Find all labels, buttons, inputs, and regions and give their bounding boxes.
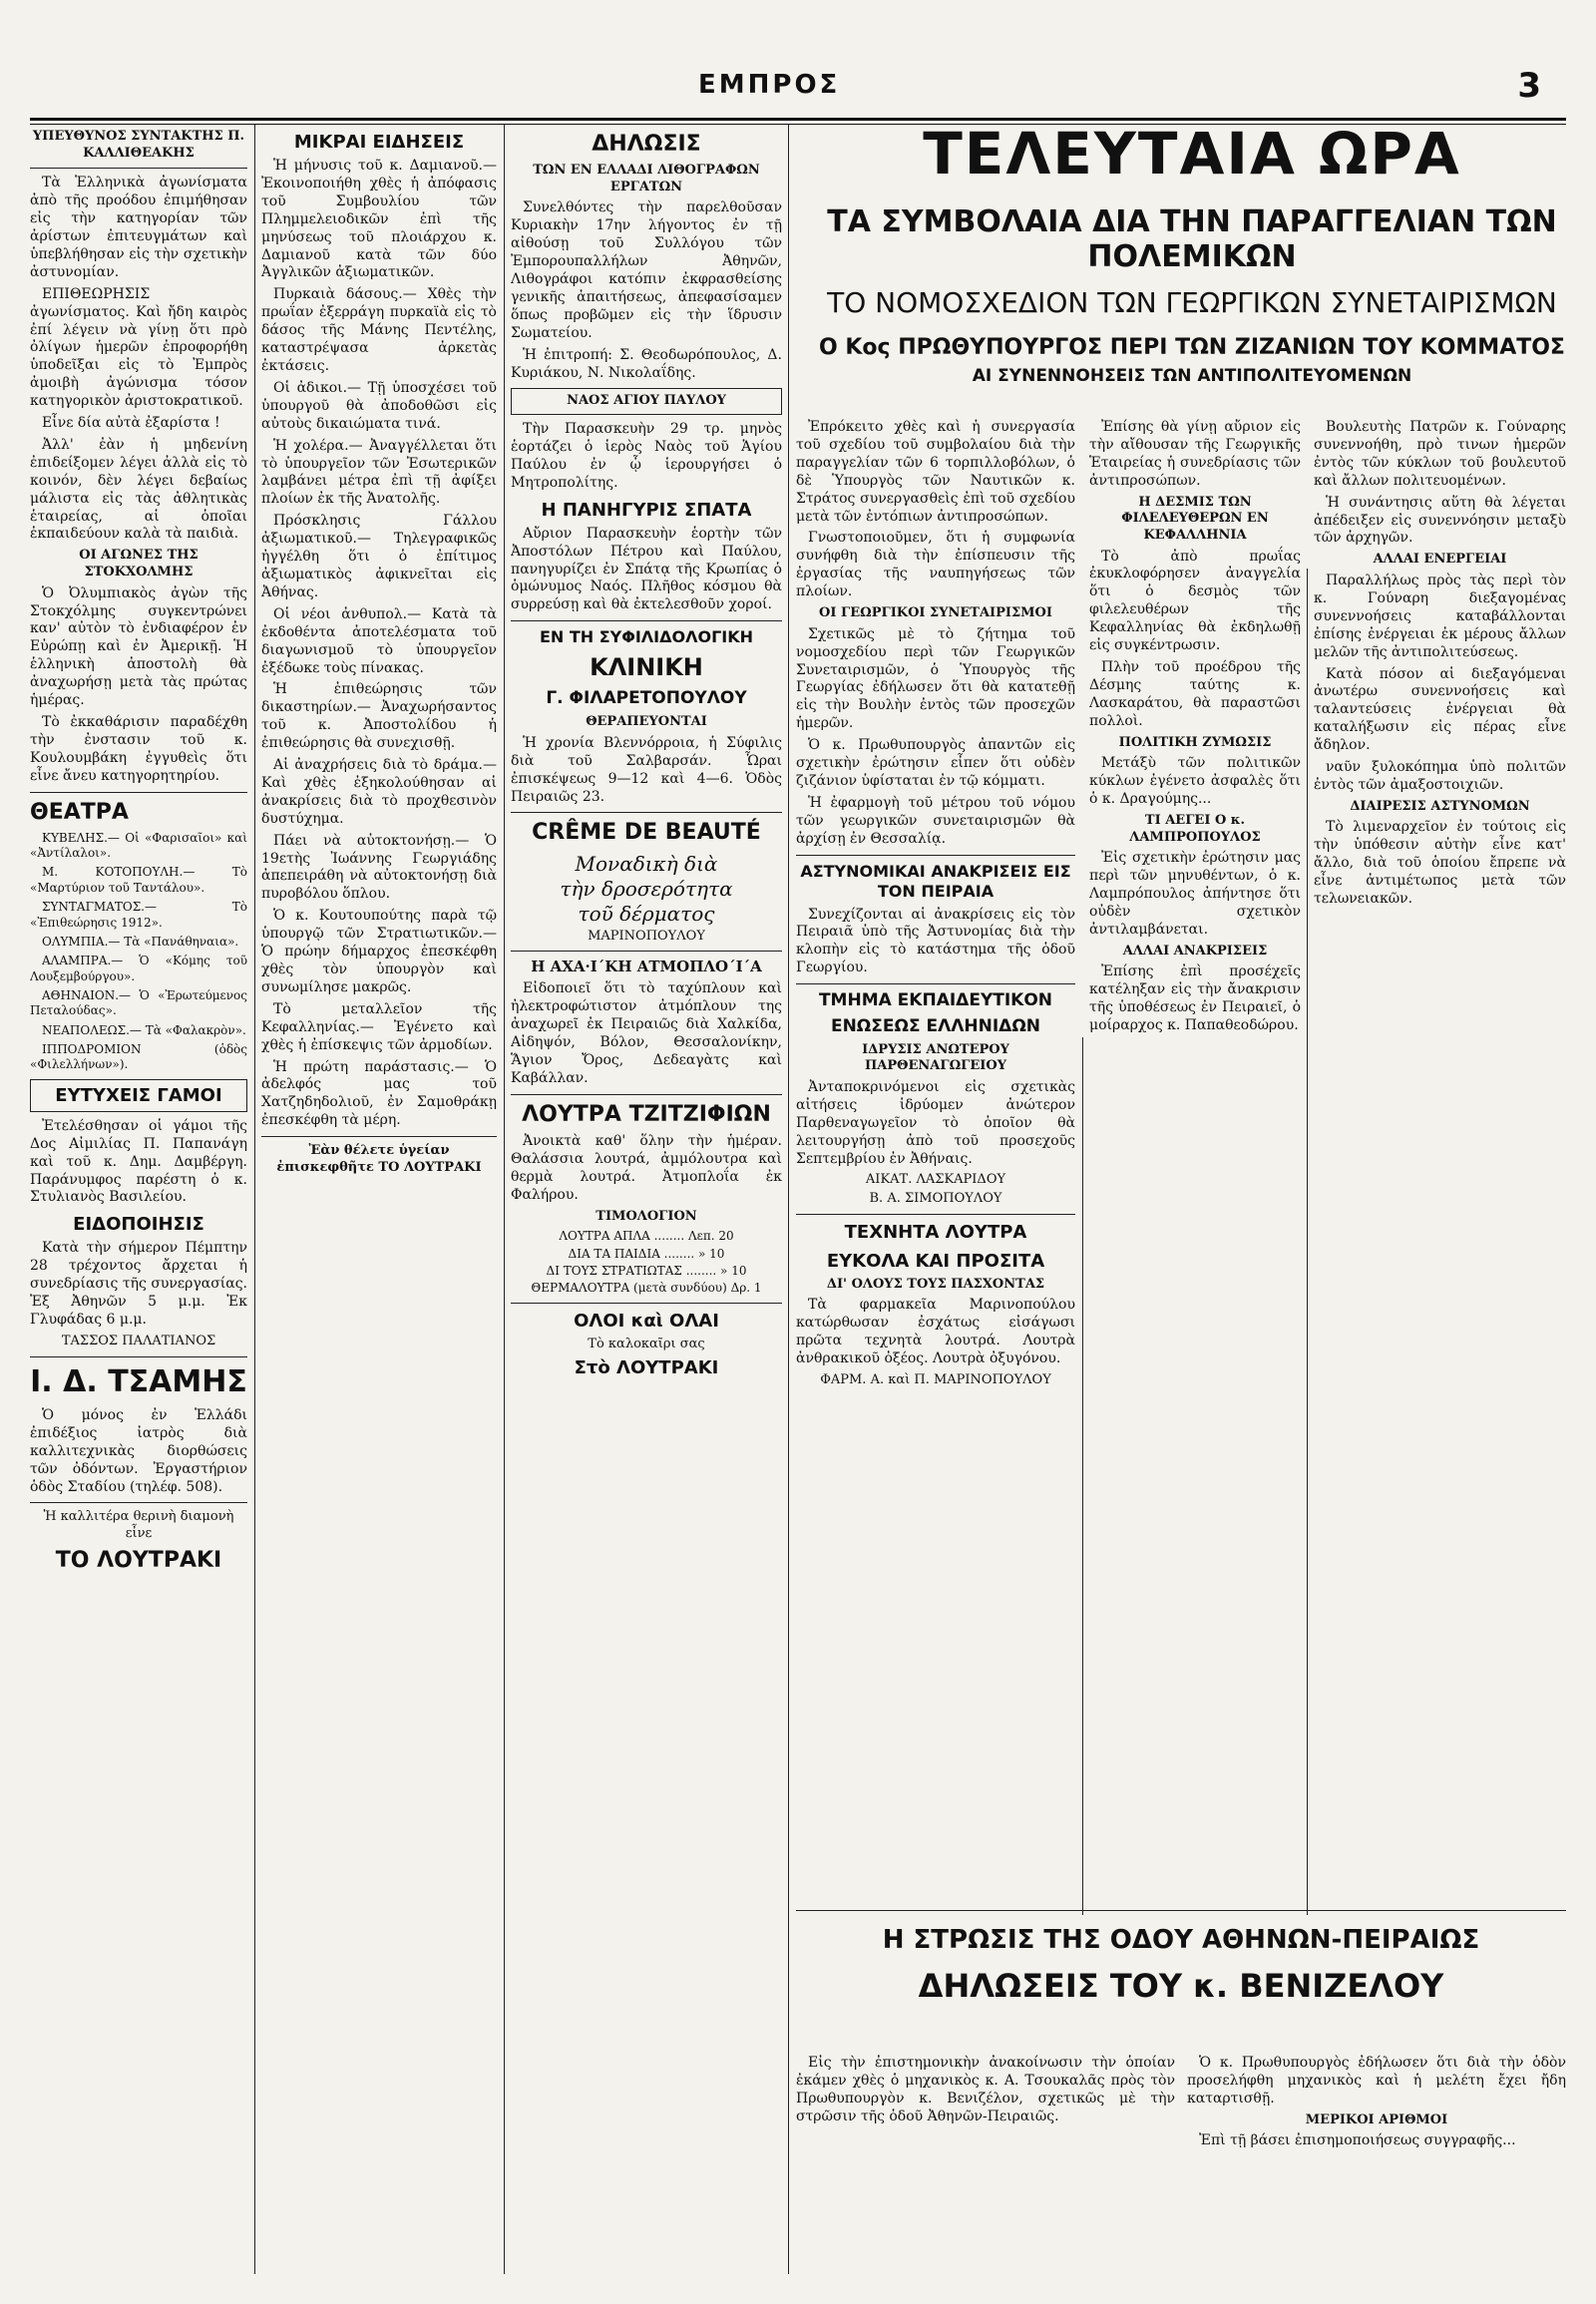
lead-subheadline: ΤΑ ΣΥΜΒΟΛΑΙΑ ΔΙΑ ΤΗΝ ΠΑΡΑΓΓΕΛΙΑΝ ΤΩΝ ΠΟΛΕΜΙΚΩΝ: [827, 204, 1557, 274]
price-line: ΔΙΑ ΤΑ ΠΑΙΔΙΑ ........ » 10: [568, 1246, 725, 1261]
article-paragraph: Συνεχίζονται αἱ ἀνακρίσεις εἰς τὸν Πειραιᾶ ὑπὸ τῆς Ἀστυνομίας διὰ τὴν κλοπὴν εἰς τὸ κατάστημα τῆς ὁδοῦ Γεωργίου.: [796, 906, 1075, 976]
column-5: [1089, 419, 1301, 1915]
article-paragraph: Ἐἰς σχετικὴν ἐρώτησιν μας περὶ τῶν μηνυθέντων, ὁ κ. Λαμπρόπουλος ἀπήντησε ὅτι οὐδὲν σχετικὸν ἀντιλαμβάνεται.: [1089, 850, 1301, 938]
column-3: [511, 125, 782, 2274]
article-paragraph: Ἡ συνάντησις αὕτη θὰ λέγεται ἀπέδειξεν εἰς συνεννόησιν μεταξὺ τῶν ἀρχηγῶν.: [1314, 494, 1566, 547]
ad-title: ΟΛΟΙ καὶ ΟΛΑΙ: [574, 1310, 719, 1332]
article-paragraph: Ἀνταποκρινόμενοι εἰς σχετικὰς αἰτήσεις ἱδρύομεν ἀνώτερον Παρθεναγωγεῖον τὸ ὁποῖον θὰ λειτουργήσῃ ἀπὸ τοῦ προσεχοῦς Σεπτεμβρίου ἐν Ἀθήναις.: [796, 1078, 1075, 1167]
article-paragraph: Πλὴν τοῦ προέδρου τῆς Δέσμης ταύτης κ. Λασκαράτου, θὰ παραστῶσι πολλοὶ.: [1089, 658, 1301, 729]
theatre-listing: ΚΥΒΕΛΗΣ.— Οἱ «Φαρισαῖοι» καὶ «Ἀντίλαλοι».: [30, 830, 247, 861]
ad-heading: Η ΑΧΑ·Ι΄ΚΗ ΑΤΜΟΠΛΟ΄Ι΄Α: [531, 958, 762, 976]
lead-headline: ΤΕΛΕΥΤΑΙΑ ΩΡΑ: [923, 120, 1461, 188]
lead-subheadline: ΤΟ ΝΟΜΟΣΧΕΔΙΟΝ ΤΩΝ ΓΕΩΡΓΙΚΩΝ ΣΥΝΕΤΑΙΡΙΣΜΩΝ: [827, 286, 1557, 319]
ad-heading: ΤΙΜΟΛΟΓΙΟΝ: [596, 1208, 697, 1224]
article-paragraph: Ὁ Ὀλυμπιακὸς ἀγὼν τῆς Στοκχόλμης συγκεντρώνει καν' αὐτὸν τὸ ἐνδιαφέρον ἐν Εὐρώπῃ καὶ ἐν Ἀμερικῇ. Ἡ ἑλληνικὴ ἀποστολὴ θὰ ἀναχωρήσῃ μετὰ τὰς πρώτας ἡμέρας.: [30, 584, 247, 709]
price-line: ΔΙ ΤΟΥΣ ΣΤΡΑΤΙΩΤΑΣ ........ » 10: [546, 1264, 747, 1278]
ad-text: Ἡ χρονία Βλεννόρροια, ἡ Σύφιλις διὰ τοῦ Σαλβαρσάν. Ὧραι ἐπισκέψεως 9—12 καὶ 4—6. Ὁδὸς Πειραιῶς 23.: [511, 734, 782, 805]
ad-script: τοῦ δέρματος: [578, 901, 715, 926]
section-heading: ΤΙ ΑΕΓΕΙ Ο κ. ΛΑΜΠΡΟΠΟΥΛΟΣ: [1129, 812, 1261, 845]
section-subheading: ΤΩΝ ΕΝ ΕΛΛΑΔΙ ΛΙΘΟΓΡΑΦΩΝ ΕΡΓΑΤΩΝ: [533, 163, 760, 194]
ad-text: ΜΑΡΙΝΟΠΟΥΛΟΥ: [588, 928, 705, 944]
article-paragraph: Ἀλλ' ἐὰν ἡ μηδενίνη ἐπιδείξομεν λέγει ἀλλὰ εἰς τὸ κοινόν, δὲν λέγει δεβαίως μάλιστα εἰς τὰς ἀθλητικὰς ἑταιρείας, αἱ ὁποῖαι ἐκπαιδεύουν καλὰ τὰ παιδιὰ.: [30, 436, 247, 543]
section-heading: ΕΝΩΣΕΩΣ ΕΛΛΗΝΙΔΩΝ: [830, 1015, 1041, 1036]
section-rule: [796, 1910, 1566, 1911]
ad-heading: Γ. ΦΙΛΑΡΕΤΟΠΟΥΛΟΥ: [546, 688, 747, 709]
lead-headline-block: [798, 120, 1586, 386]
section-heading: ΔΙΑΙΡΕΣΙΣ ΑΣΤΥΝΟΜΩΝ: [1350, 798, 1530, 814]
ad-script: τὴν δροσερότητα: [560, 876, 733, 901]
bottom-subheadline: ΔΗΛΩΣΕΙΣ ΤΟΥ κ. ΒΕΝΙΖΕΛΟΥ: [918, 1967, 1444, 2005]
section-heading: ΟΙ ΓΕΩΡΓΙΚΟΙ ΣΥΝΕΤΑΙΡΙΣΜΟΙ: [819, 605, 1052, 621]
section-heading: ΑΛΛΑΙ ΑΝΑΚΡΙΣΕΙΣ: [1122, 943, 1268, 959]
column-rule: [788, 125, 789, 2274]
theatre-listing: Μ. ΚΟΤΟΠΟΥΛΗ.— Τὸ «Μαρτύριον τοῦ Ταντάλου».: [30, 865, 247, 895]
article-paragraph: Αὔριον Παρασκευὴν ἑορτὴν τῶν Ἀποστόλων Πέτρου καὶ Παύλου, πανηγυρίζει ἐν Σπάτᾳ τῆς Κρωπίας ὁ ὁμώνυμος Ναός. Πλῆθος κόσμου θὰ συρρεύσῃ καὶ θὰ ἐκτελεσθοῦν χοροί.: [511, 525, 782, 613]
section-heading: ΕΥΤΥΧΕΙΣ ΓΑΜΟΙ: [55, 1084, 222, 1106]
section-heading: ΝΑΟΣ ΑΓΙΟΥ ΠΑΥΛΟΥ: [567, 393, 726, 409]
ad-text: Ὁ μόνος ἐν Ἑλλάδι ἐπιδέξιος ἰατρὸς διὰ καλλιτεχνικὰς διορθώσεις τῶν ὀδόντων. Ἐργαστήριον ὁδὸς Σταδίου (τηλέφ. 508).: [30, 1406, 247, 1495]
section-heading: ΑΛΛΑΙ ΕΝΕΡΓΕΙΑΙ: [1373, 552, 1507, 568]
ad-heading: ΔΙ' ΟΛΟΥΣ ΤΟΥΣ ΠΑΣΧΟΝΤΑΣ: [826, 1276, 1045, 1292]
article-paragraph: Τὸ ἐκκαθάρισιν παραδέχθη τὴν ἐνστασιν τοῦ κ. Κουλουμβάκη ἐγγυθεὶς ὅτι εἶνε ἄνευ κατηγορητηρίου.: [30, 713, 247, 784]
page-number: 3: [1517, 66, 1541, 106]
article-paragraph: Ἡ ἐπιτροπή: Σ. Θεοδωρόπουλος, Δ. Κυριάκου, Ν. Νικολαΐδης.: [511, 346, 782, 381]
article-paragraph: Τὴν Παρασκευὴν 29 τρ. μηνὸς ἑορτάζει ὁ ἱερὸς Ναὸς τοῦ Ἁγίου Παύλου ἐν ᾧ ἱερουργήσει ὁ Μητροπολίτης.: [511, 421, 782, 491]
theatre-listing: ΝΕΑΠΟΛΕΩΣ.— Τὰ «Φαλακρὸν».: [42, 1022, 246, 1037]
theatre-listing: ΑΘΗΝΑΙΟΝ.— Ὁ «Ἐρωτεύμενος Πεταλούδας».: [30, 987, 247, 1018]
ad-title: CRÊME DE BEAUTÉ: [532, 820, 761, 846]
ad-title: ΚΛΙΝΙΚΗ: [590, 652, 703, 681]
ad-text: Εἰδοποιεῖ ὅτι τὸ ταχύπλουν καὶ ἠλεκτροφώτιστον ἀτμόπλουν της ἀναχωρεῖ ἐκ Πειραιῶς διὰ Χαλκίδα, Αἰδηψόν, Βόλον, Θεσσαλονίκην, Ἅγιον Ὄρος, Δεδεαγὰτς καὶ Καβάλλαν.: [511, 980, 782, 1086]
bottom-column-left: [796, 2055, 1175, 2274]
signature: Β. Α. ΣΙΜΟΠΟΥΛΟΥ: [869, 1191, 1002, 1207]
column-rule: [504, 125, 505, 2274]
news-item: Ὁ κ. Κουτουπούτης παρὰ τῷ ὑπουργῷ τῶν Στρατιωτικῶν.— Ὁ πρώην δήμαρχος ἐπεσκέφθη χθὲς τὸν ὑπουργὸν καὶ συνωμίλησε μακρῶς.: [261, 908, 497, 995]
theatre-listing: ΣΥΝΤΑΓΜΑΤΟΣ.— Τὸ «Ἐπιθεώρησις 1912».: [30, 900, 247, 930]
news-item: Πυρκαιὰ δάσους.— Χθὲς τὴν πρωΐαν ἐξερράγη πυρκαϊὰ εἰς τὸ δάσος τῆς Μάνης Πεντέλης, καταστρέψασα ἀρκετὰς ἐκτάσεις.: [261, 286, 497, 374]
article-paragraph: Τὸ λιμεναρχεῖον ἐν τούτοις εἰς τὴν ὑπόθεσιν αὐτὴν εἶνε κατ' ἄλλο, διὰ τοῦ ὁποίου ἔπρεπε νὰ εἶνε ἀντιμέτωπος μετὰ τῶν τελωνειακῶν.: [1314, 819, 1566, 908]
column-6: [1314, 419, 1566, 1915]
price-line: ΘΕΡΜΑΛΟΥΤΡΑ (μετὰ συνδύου) Δρ. 1: [531, 1281, 762, 1296]
article-paragraph: Ἡ ἐφαρμογὴ τοῦ μέτρου τοῦ νόμου τῶν γεωργικῶν συνεταιρισμῶν θὰ ἀρχίσῃ ἐν Θεσσαλίᾳ.: [796, 794, 1075, 847]
theatre-listing: ΟΛΥΜΠΙΑ.— Τὰ «Πανάθηναια».: [42, 934, 239, 949]
article-paragraph: Ὁ κ. Πρωθυπουργὸς ἀπαντῶν εἰς σχετικὴν ἐρώτησιν εἶπεν ὅτι οὐδὲν ζιζάνιον ὑφίσταται ἐν τῷ κόμματι.: [796, 737, 1075, 789]
article-paragraph: Κατὰ τὴν σήμερον Πέμπτην 28 τρέχοντος ἄρχεται ἡ συνεδρίασις τῆς συνεργασίας. Ἐξ Ἀθηνῶν 5 μ.μ. Ἐκ Γλυφάδας 6 μ.μ.: [30, 1240, 247, 1328]
signature: ΦΑΡΜ. Α. καὶ Π. ΜΑΡΙΝΟΠΟΥΛΟΥ: [820, 1371, 1051, 1387]
article-paragraph: ναῦν ξυλοκόπημα ὑπὸ πολιτῶν ἐντὸς τῶν ἀμαξοστοιχιῶν.: [1314, 759, 1566, 793]
ad-text: Τὰ φαρμακεῖα Μαρινοπούλου κατώρθωσαν ἐσχάτως εἰσάγωσι πρῶτα τεχνητὰ λουτρά. Λουτρὰ ἀνθρακικοῦ ὀξέος. Λουτρὰ ὀξυγόνου.: [796, 1297, 1075, 1367]
bottom-headline-block: [796, 1925, 1566, 2005]
section-heading: ΔΗΛΩΣΙΣ: [592, 132, 701, 157]
article-paragraph: Τὸ ἀπὸ πρωΐας ἐκυκλοφόρησεν ἀναγγελία ὅτι ὁ δεσμὸς τῶν φιλελευθέρων τῆς Κεφαλληνίας θὰ ἐκδηλωθῇ εἰς συγκέντρωσιν.: [1089, 548, 1301, 654]
section-heading: ΜΙΚΡΑΙ ΕΙΔΗΣΕΙΣ: [293, 132, 465, 153]
article-paragraph: Σχετικῶς μὲ τὸ ζήτημα τοῦ νομοσχεδίου περὶ τῶν Γεωργικῶν Συνεταιρισμῶν, ὁ Ὑπουργὸς τῆς Γεωργίας ἐδήλωσεν ὅτι θὰ κατατεθῇ εἰς τὴν Βουλὴν ἐντὸς τῶν προσεχῶν ἡμερῶν.: [796, 625, 1075, 732]
section-heading: ΕΙΔΟΠΟΙΗΣΙΣ: [73, 1214, 204, 1236]
theatre-listing: ΙΠΠΟΔΡΟΜΙΟΝ (ὁδὸς «Φιλελλήνων»).: [30, 1042, 247, 1072]
lead-subheadline: ΑΙ ΣΥΝΕΝΝΟΗΣΕΙΣ ΤΩΝ ΑΝΤΙΠΟΛΙΤΕΥΟΜΕΝΩΝ: [972, 366, 1412, 386]
article-paragraph: Τὰ Ἑλληνικὰ ἀγωνίσματα ἀπὸ τῆς προόδου ἐπιμήθησαν εἰς τὴν κατηγορίαν τῶν ἀρίστων ἐπιτευγμάτων καὶ ὑπεβλήθησαν εἰς τὴν σχετικὴν ἀστυνομίαν.: [30, 175, 247, 280]
ad-text: Τὸ καλοκαῖρι σας: [588, 1336, 705, 1351]
article-paragraph: ΕΠΙΘΕΩΡΗΣΙΣ ἀγωνίσματος. Καὶ ἤδη καιρὸς ἐπί λέγειν νὰ γίνῃ ὅτι πρὸ ὀλίγων ἡμερῶν ἐπροφορήθη ὑποδεῖξαι εἰς τὸ Ἐμπρὸς ἀμοιβὴ ἀγώνισμα τόσον κατηγορικὸν ἀριστοκρατικοῦ.: [30, 285, 247, 410]
price-line: ΛΟΥΤΡΑ ΑΠΛΑ ........ Λεπ. 20: [559, 1229, 734, 1244]
article-paragraph: Ἐτελέσθησαν οἱ γάμοι τῆς Δος Αἰμιλίας Π. Παπανάγη καὶ τοῦ κ. Δημ. Δαμβέργη. Παράνυμφος παρέστη ὁ κ. Στυλιανὸς Βασιλείου.: [30, 1117, 247, 1206]
news-item: Οἱ ἀδικοι.— Τῇ ὑποσχέσει τοῦ ὑπουργοῦ θὰ ἀποδοθῶσι εἰς αὐτοὺς δικαιώματα τινά.: [261, 379, 497, 432]
article-paragraph: Ἐπίσης ἐπὶ προσέχεῖς κατέληξαν εἰς τὴν ἄνακρισιν τῆς ὑποθέσεως ἐν Πειραιεῖ, ὁ μοίραρχος κ. Παπαθεοδώρου.: [1089, 963, 1301, 1034]
ad-script: Μοναδικὴ διὰ: [575, 851, 718, 876]
column-rule: [1307, 569, 1308, 1915]
theatre-listing: ΑΛΑΜΠΡΑ.— Ὁ «Κόμης τοῦ Λουξεμβούργου».: [30, 954, 247, 983]
ad-title: ΕΥΚΟΛΑ ΚΑΙ ΠΡΟΣΙΤΑ: [826, 1250, 1045, 1272]
section-heading: Η ΔΕΣΜΙΣ ΤΩΝ ΦΙΛΕΛΕΥΘΕΡΩΝ ΕΝ ΚΕΦΑΛΛΗΝΙΑ: [1121, 494, 1269, 543]
bottom-column-right: [1187, 2055, 1566, 2274]
article-paragraph: Ἐπίσης θὰ γίνῃ αὔριον εἰς τὴν αἴθουσαν τῆς Γεωργικῆς Ἑταιρείας ἡ συνεδρίασις τῶν ἀντιπροσώπων.: [1089, 419, 1301, 489]
bottom-headline: Η ΣΤΡΩΣΙΣ ΤΗΣ ΟΔΟΥ ΑΘΗΝΩΝ-ΠΕΙΡΑΙΩΣ: [882, 1925, 1480, 1955]
article-paragraph: Εἶνε δία αὐτὰ ἐξαρίστα !: [42, 415, 220, 432]
section-subheading: ΙΔΡΥΣΙΣ ΑΝΩΤΕΡΟΥ ΠΑΡΘΕΝΑΓΩΓΕΙΟΥ: [862, 1041, 1009, 1074]
section-heading: ΠΟΛΙΤΙΚΗ ΖΥΜΩΣΙΣ: [1118, 734, 1272, 750]
article-paragraph: Συνελθόντες τὴν παρελθοῦσαν Κυριακὴν 17ην λήγοντος ἐν τῇ αἰθούσῃ τοῦ Συλλόγου τῶν Ἐμπορουπαλλήλων Ἀθηνῶν, Λιθογράφοι κατόπιν ἐκφρασθείσης γενικῆς ἀπαιτήσεως, ἀπεφασίσαμεν ὅπως προβῶμεν εἰς τὴν ἵδρυσιν Σωματείου.: [511, 199, 782, 341]
article-paragraph: Βουλευτὴς Πατρῶν κ. Γούναρης συνεννοήθη, πρὸ τινων ἡμερῶν ἐντὸς τῶν κύκλων τοῦ βουλευτοῦ καὶ ἄλλων πολιτευομένων.: [1314, 419, 1566, 489]
section-heading: ΑΣΤΥΝΟΜΙΚΑΙ ΑΝΑΚΡΙΣΕΙΣ ΕΙΣ ΤΟΝ ΠΕΙΡΑΙΑ: [800, 861, 1071, 902]
ad-heading: ΘΕΡΑΠΕΥΟΝΤΑΙ: [586, 714, 707, 730]
column-rule: [254, 125, 255, 2274]
signature: ΤΑΣΣΟΣ ΠΑΛΑΤΙΑΝΟΣ: [61, 1333, 216, 1348]
article-paragraph: Μετάξὺ τῶν πολιτικῶν κύκλων ἐγένετο ἀσφαλὲς ὅτι ὁ κ. Δραγούμης...: [1089, 755, 1301, 807]
news-item: Οἱ νέοι ἀνθυπολ.— Κατὰ τὰ ἐκδοθέντα ἀποτελέσματα τοῦ διαγωνισμοῦ τὸ ὑπουργεῖον ἐξέδωκε τοὺς πίνακας.: [261, 605, 497, 676]
news-item: Πρόσκλησις Γάλλου ἀξιωματικοῦ.— Τηλεγραφικῶς ἠγγέλθη ὅτι ὁ ἐπίτιμος ἀξιωματικὸς ἀφικνεῖται εἰς Ἀθήνας.: [261, 513, 497, 600]
news-item: Αἱ ἀναχρήσεις διὰ τὸ δράμα.— Καὶ χθὲς ἐξηκολούθησαν αἱ ἀνακρίσεις διὰ τὸ προχθεσινὸν δυστύχημα.: [261, 757, 497, 827]
news-item: Ἡ χολέρα.— Ἀναγγέλλεται ὅτι τὸ ὑπουργεῖον τῶν Ἐσωτερικῶν λαμβάνει μέτρα ἐπὶ τῇ ἀφίξει πλοίων ἐκ τῆς Ἀνατολῆς.: [261, 437, 497, 508]
section-heading: ΟΙ ΑΓΩΝΕΣ ΤΗΣ ΣΤΟΚΧΟΛΜΗΣ: [79, 548, 199, 579]
column-1: [30, 125, 247, 2274]
news-item: Ἡ μήνυσις τοῦ κ. Δαμιανοῦ.— Ἐκοινοποιήθη χθὲς ἡ ἀπόφασις τοῦ Συμβουλίου τῶν Πλημμελειοδικῶν ἐπὶ τῆς μηνύσεως τοῦ πλοιάρχου κ. Δαμιανοῦ κατὰ τῶν δύο Ἀγγλικῶν ἀξιωματικῶν.: [261, 158, 497, 281]
news-item: Τὸ μεταλλεῖον τῆς Κεφαλληνίας.— Ἐγένετο καὶ χθὲς ἡ ἐπίσκεψις τῶν ἀρμοδίων.: [261, 1000, 497, 1053]
ad-heading: ΕΝ ΤΗ ΣΥΦΙΛΙΔΟΛΟΓΙΚΗ: [539, 627, 754, 647]
article-paragraph: Εἰς τὴν ἐπιστημονικὴν ἀνακοίνωσιν τὴν ὁποίαν ἐκάμεν χθὲς ὁ μηχανικὸς κ. Α. Τσουκαλᾶς πρὸς τὸν Πρωθυπουργὸν κ. Βενιζέλον, σχετικῶς μὲ τὴν στρῶσιν τῆς ὁδοῦ Ἀθηνῶν-Πειραιῶς.: [796, 2055, 1175, 2124]
news-item: Ἡ ἐπιθεώρησις τῶν δικαστηρίων.— Ἀναχωρήσαντος τοῦ κ. Ἀποστολίδου ἡ ἐπιθεώρησις θὰ συνεχισθῇ.: [261, 681, 497, 752]
editor-label: ΥΠΕΥΘΥΝΟΣ ΣΥΝΤΑΚΤΗΣ Π. ΚΑΛΛΙΘΕΑΚΗΣ: [32, 129, 245, 161]
news-item: Πάει νὰ αὐτοκτονήσῃ.— Ὁ 19ετὴς Ἰωάννης Γεωργιάδης ἀπεπειράθη νὰ αὐτοκτονήσῃ διὰ πυροβόλου ὅπλου.: [261, 832, 497, 903]
article-paragraph: Γνωστοποιοῦμεν, ὅτι ἡ συμφωνία συνήφθη διὰ τὴν ἐπίσπευσιν τῆς ἐργασίας τῆς ναυπηγήσεως τῶν πλοίων.: [796, 530, 1075, 600]
ad-title: Ι. Δ. ΤΣΑΜΗΣ: [30, 1363, 247, 1399]
ad-title: ΤΟ ΛΟΥΤΡΑΚΙ: [55, 1547, 222, 1573]
column-4: [796, 419, 1075, 1915]
section-heading: ΤΜΗΜΑ ΕΚΠΑΙΔΕΥΤΙΚΟΝ: [818, 990, 1053, 1011]
ad-title: ΤΕΧΝΗΤΑ ΛΟΥΤΡΑ: [844, 1221, 1027, 1243]
newspaper-name: ΕΜΠΡΟΣ: [698, 70, 841, 100]
ad-title: ΛΟΥΤΡΑ ΤΖΙΤΖΙΦΙΩΝ: [522, 1101, 771, 1127]
signature: ΑΙΚΑΤ. ΛΑΣΚΑΡΙΔΟΥ: [865, 1172, 1006, 1188]
article-paragraph: Ὁ κ. Πρωθυπουργὸς ἐδήλωσεν ὅτι διὰ τὴν ὁδὸν προσελήφθη μηχανικὸς καὶ ἡ μελέτη ἔχει ἤδη καταρτισθῇ.: [1187, 2055, 1566, 2107]
section-heading: ΘΕΑΤΡΑ: [30, 799, 129, 825]
article-paragraph: Ἐπρόκειτο χθὲς καὶ ἡ συνεργασία τοῦ σχεδίου τοῦ συμβολαίου διὰ τὴν παραγγελίαν τῶν 6 τορπιλλοβόλων, ὁ δὲ Ὑπουργὸς τῶν Ναυτικῶν κ. Στράτος συνεργασθεὶς ἐπὶ τοῦ σχεδίου μετὰ τῶν ἐντόπιων ἀντιπροσώπων.: [796, 419, 1075, 525]
ad-title: Στὸ ΛΟΥΤΡΑΚΙ: [574, 1357, 719, 1379]
news-item: Ἡ πρώτη παράστασις.— Ὁ ἀδελφός μας τοῦ Χατζηδηδολιοῦ, ἐν Σαμοθράκῃ ἐπεσκέφθη τὰ μέρη.: [261, 1058, 497, 1129]
article-paragraph: Κατὰ πόσον αἱ διεξαγόμεναι ἀνωτέρω συνεννοήσεις καὶ ταλαντεύσεις ἐνέργειαι θὰ καταλήξωσιν εἰς πέρας εἶνε ἄδηλον.: [1314, 665, 1566, 754]
article-paragraph: Παραλλήλως πρὸς τὰς περὶ τὸν κ. Γούναρη διεξαγομένας συνεννοήσεις καταβάλλονται ἐπίσης ἐνέργειαι ἐκ μέρους ἄλλων μελῶν τῆς ἀντιπολιτεύσεως.: [1314, 572, 1566, 660]
column-rule: [1082, 1037, 1083, 1915]
section-heading: Η ΠΑΝΗΓΥΡΙΣ ΣΠΑΤΑ: [541, 499, 752, 521]
ad-text: Ἀνοικτὰ καθ' ὅλην τὴν ἡμέραν. Θαλάσσια λουτρά, ἀμμόλουτρα καὶ θερμὰ λουτρά. Ἀτμοπλοΐα ἐκ Φαλήρου.: [511, 1133, 782, 1203]
ad-text: Ἐὰν θέλετε ὑγείαν ἐπισκεφθῆτε ΤΟ ΛΟΥΤΡΑΚΙ: [276, 1143, 482, 1175]
lead-subheadline: Ο Κος ΠΡΩΘΥΠΟΥΡΓΟΣ ΠΕΡΙ ΤΩΝ ΖΙΖΑΝΙΩΝ ΤΟΥ ΚΟΜΜΑΤΟΣ: [819, 335, 1565, 360]
section-heading: ΜΕΡΙΚΟΙ ΑΡΙΘΜΟΙ: [1305, 2112, 1448, 2127]
column-2: [261, 125, 497, 2274]
article-paragraph: Ἐπὶ τῇ βάσει ἐπισημοποιήσεως συγγραφῆς...: [1199, 2132, 1516, 2149]
ad-text: Ἡ καλλιτέρα θερινὴ διαμονὴ εἶνε: [43, 1509, 234, 1542]
